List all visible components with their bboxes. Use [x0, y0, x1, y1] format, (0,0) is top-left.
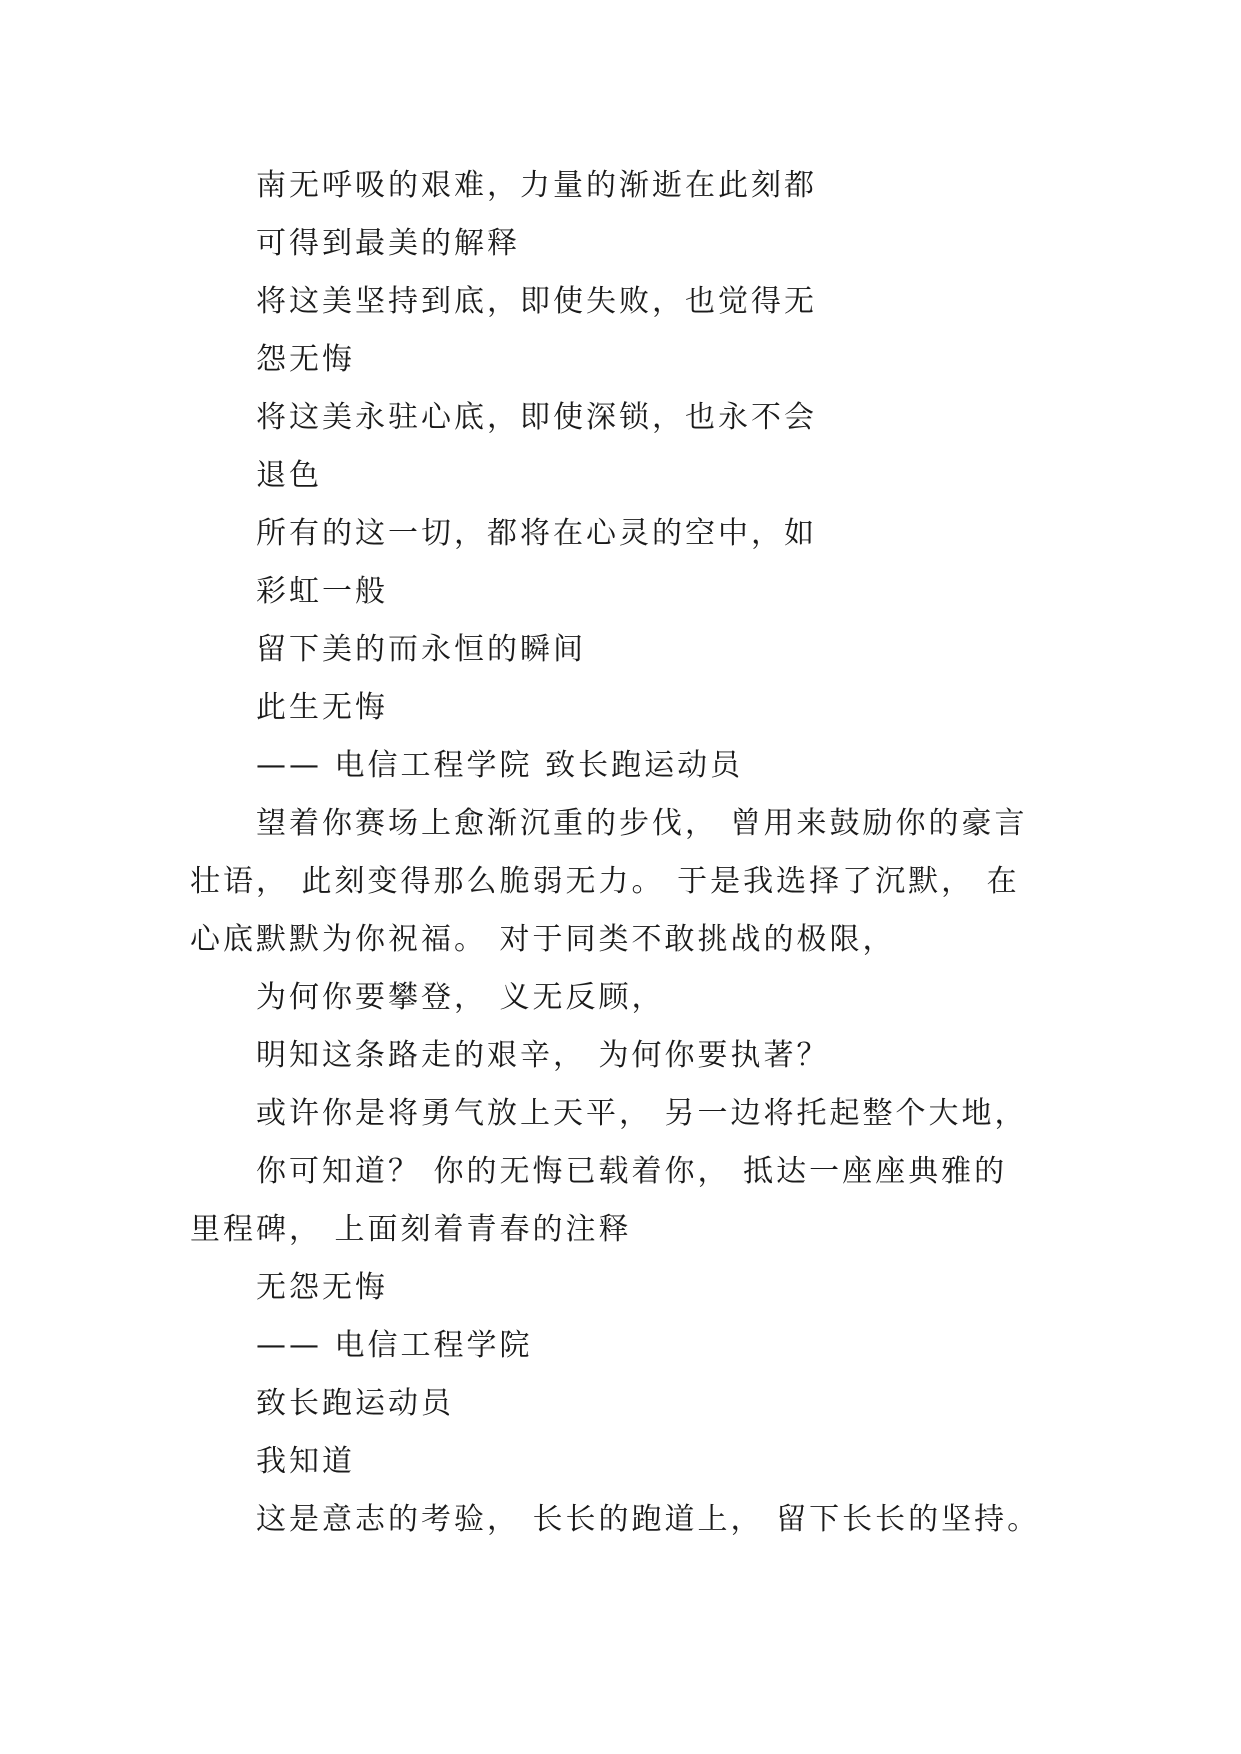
text-line: 怨无悔	[256, 342, 355, 377]
text-line: 我知道	[256, 1444, 355, 1479]
text-line: 此生无悔	[256, 690, 388, 725]
text-line: 南无呼吸的艰难，力量的渐逝在此刻都	[256, 168, 817, 203]
text-line: 致长跑运动员	[256, 1386, 454, 1421]
text-line: 为何你要攀登， 义无反顾，	[256, 980, 665, 1015]
text-line: 或许你是将勇气放上天平， 另一边将托起整个大地，	[256, 1096, 1028, 1131]
text-line: 你可知道？ 你的无悔已载着你， 抵达一座座典雅的	[256, 1154, 1008, 1189]
text-line: 退色	[256, 458, 322, 493]
text-line: —— 电信工程学院 致长跑运动员	[256, 748, 744, 783]
text-line: 心底默默为你祝福。 对于同类不敢挑战的极限，	[190, 922, 896, 957]
text-line: 这是意志的考验， 长长的跑道上， 留下长长的坚持。	[256, 1502, 1041, 1537]
text-line: 所有的这一切，都将在心灵的空中，如	[256, 516, 817, 551]
text-line: 将这美永驻心底，即使深锁，也永不会	[256, 400, 817, 435]
text-line: —— 电信工程学院	[256, 1328, 533, 1363]
text-line: 彩虹一般	[256, 574, 388, 609]
text-line: 留下美的而永恒的瞬间	[256, 632, 586, 667]
text-line: 可得到最美的解释	[256, 226, 520, 261]
text-line: 将这美坚持到底，即使失败，也觉得无	[256, 284, 817, 319]
text-line: 无怨无悔	[256, 1270, 388, 1305]
text-line: 里程碑， 上面刻着青春的注释	[190, 1212, 632, 1247]
text-line: 明知这条路走的艰辛， 为何你要执著？	[256, 1038, 830, 1073]
text-line: 望着你赛场上愈渐沉重的步伐， 曾用来鼓励你的豪言	[256, 806, 1028, 841]
text-line: 壮语， 此刻变得那么脆弱无力。 于是我选择了沉默， 在	[190, 864, 1020, 899]
